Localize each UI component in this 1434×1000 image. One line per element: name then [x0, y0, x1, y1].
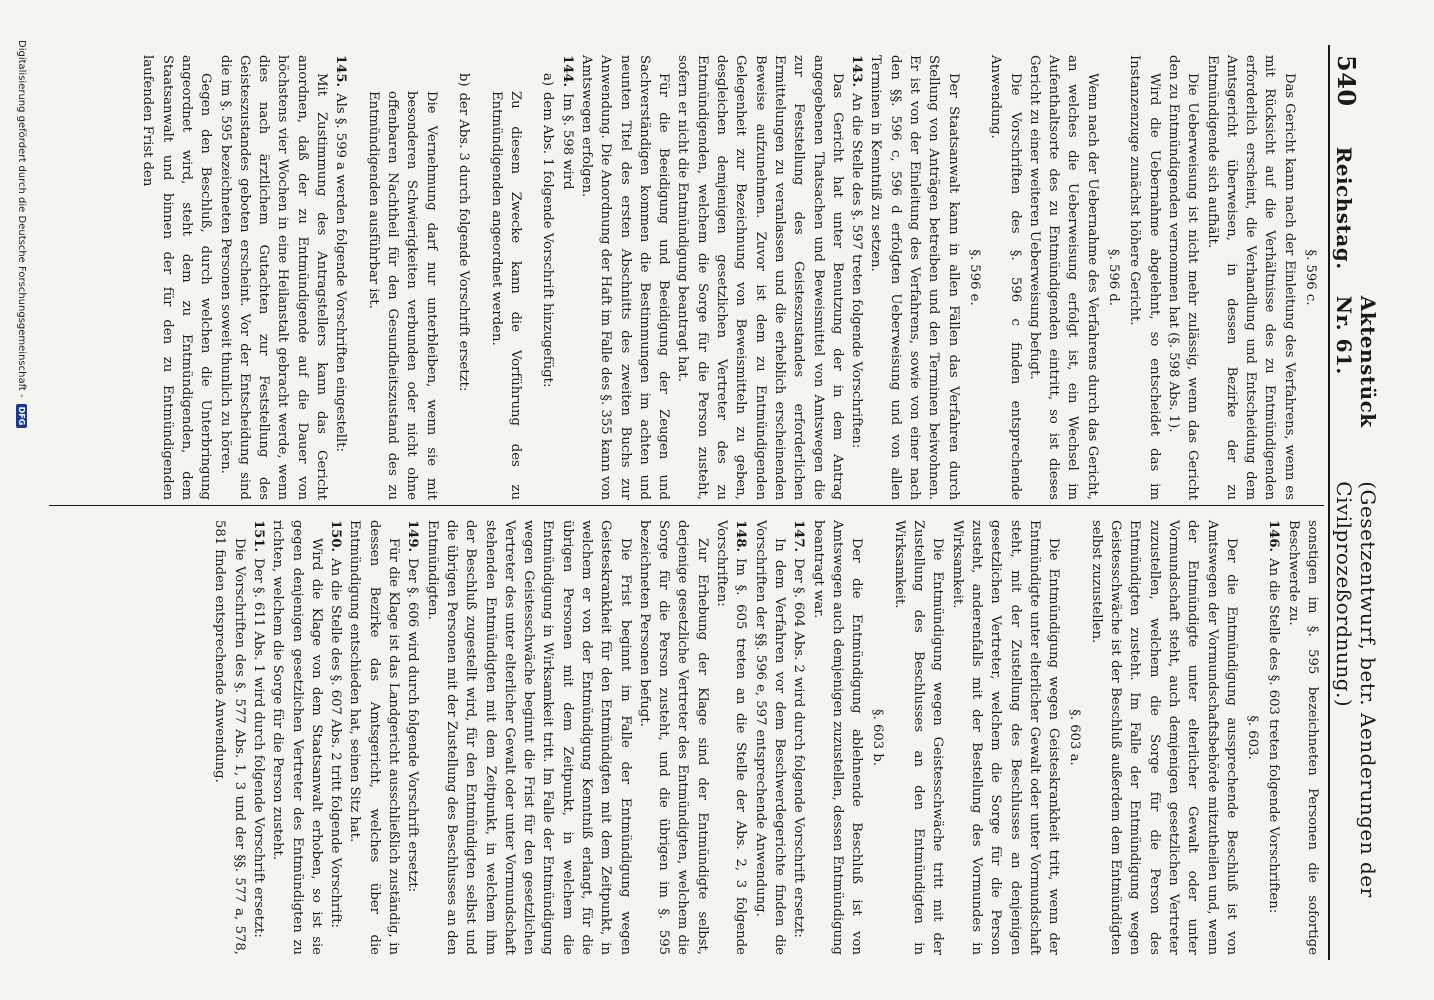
item-number: 143. — [849, 55, 865, 88]
item-number: 149. — [405, 520, 421, 553]
right-column — [210, 520, 1322, 955]
paragraph: Das Gericht kann nach der Einleitung des Verfahrens, wenn es mit Rücksicht auf die Verhältnisse des zu Entmündigenden erforderlich erscheint, die Verhandlung und Entscheidung dem Amtsgericht überweisen, in dessen Bezirke der zu Entmündigende sich aufhält. — [1204, 55, 1297, 500]
sub-item-label: b) — [456, 73, 472, 87]
page-header — [1332, 55, 1380, 955]
numbered-item — [789, 520, 808, 955]
numbered-item — [326, 520, 345, 955]
sub-item-label: a) — [540, 73, 556, 87]
dfg-logo: DFG — [16, 404, 27, 429]
numbered-item — [403, 520, 422, 955]
item-text: Im §. 598 wird — [559, 93, 575, 190]
quoted-provision: Die Vernehmung darf nur unterbleiben, wenn sie mit besonderen Schwierigkeiten verbunden oder nicht ohne offenbaren Nachtheil für den Gesundheitszustand des zu Entmündigenden ausführbar ist. — [365, 91, 439, 500]
page-number: 540 — [1332, 55, 1361, 107]
item-number: 150. — [328, 520, 344, 553]
paragraph: Der Staatsanwalt kann in allen Fällen das Verfahren durch Stellung von Anträgen betreiben und den Terminen beiwohnen. Er ist von der Einleitung des Verfahrens, sowie von einer nach den §§. 596 c, 596 d erfolgten Ueberweisung und von allen Terminen in Kenntniß zu setzen. — [868, 55, 961, 500]
paragraph: Zur Erhebung der Klage sind der Entmündigte selbst, derjenige gesetzliche Vertreter des Entmündigten, welchem die Sorge für die Person zusteht, und die übrigen im §. 595 bezeichneten Personen befugt. — [636, 520, 710, 955]
digitization-credit — [16, 40, 27, 1000]
section-heading: §. 603 a. — [1067, 709, 1083, 766]
numbered-item — [331, 55, 350, 500]
quoted-provision: Zu diesem Zwecke kann die Vorführung des zu Entmündigenden angeordnet werden. — [488, 91, 523, 500]
item-number: 145. — [333, 55, 349, 88]
header-section: Reichstag. — [1332, 146, 1356, 270]
credit-text: Digitalisierung gefördert durch die Deutsche Forschungsgemeinschaft - — [16, 40, 27, 398]
item-text: Der §. 604 Abs. 2 wird durch folgende Vorschrift ersetzt: — [791, 558, 807, 938]
quoted-provision: Die Vorschriften des §. 577 Abs. 1, 3 und der §§. 577 a, 578, 581 finden entsprechende Anwendung. — [212, 520, 247, 955]
paragraph: Die Ueberweisung ist nicht mehr zulässig, wenn das Gericht den zu Entmündigenden vernommen hat (§. 598 Abs. 1). — [1165, 55, 1201, 500]
item-text: Als §. 599 a werden folgende Vorschriften eingestellt: — [333, 93, 349, 452]
section-heading: §. 603. — [1245, 715, 1261, 760]
column-divider — [49, 505, 1324, 506]
item-text: An die Stelle des §. 603 treten folgende Vorschriften: — [1266, 558, 1282, 914]
section-heading: §. 596 e. — [966, 249, 982, 306]
quoted-provision: Für die Klage ist das Landgericht ausschließlich zuständig, in dessen Bezirke das Amtsgericht, welches über die Entmündigung entschieden hat, seinen Sitz hat. — [347, 520, 402, 955]
paragraph: Die Entmündigung wegen Geisteskrankheit tritt, wenn der Entmündigte unter elterlicher Gewalt oder unter Vormundschaft steht, mit der Zustellung des Beschlusses an denjenigen gesetzlichen Vertreter, welchem die Sorge für die Person zusteht, anderenfalls mit der Bestellung des Vormundes in Wirksamkeit. — [949, 520, 1062, 955]
numbered-item — [557, 55, 576, 500]
quoted-provision: Wird die Klage von dem Staatsanwalt erhoben, so ist sie gegen denjenigen gesetzlichen Vertreter des Entmündigten zu richten, welchem die Sorge für die Person zusteht. — [270, 520, 324, 955]
item-number: 151. — [250, 520, 266, 553]
left-column — [138, 55, 1322, 500]
item-number: 148. — [733, 520, 749, 553]
section-heading: §. 596 d. — [1106, 249, 1122, 306]
sub-item — [454, 73, 473, 500]
section-heading: §. 596 c. — [1303, 249, 1318, 306]
item-text: Im §. 605 treten an die Stelle der Abs. 2, 3 folgende Vorschriften: — [714, 520, 749, 955]
numbered-item — [249, 520, 268, 955]
paragraph: Wird die Uebernahme abgelehnt, so entscheidet das im Instanzenzuge zunächst höhere Gericht. — [1127, 55, 1162, 500]
item-text: Der §. 611 Abs. 1 wird durch folgende Vorschrift ersetzt: — [250, 558, 266, 938]
numbered-item — [712, 520, 751, 955]
quoted-provision: In dem Verfahren vor dem Beschwerdegerichte finden die Vorschriften der §§. 596 e, 597 entsprechende Anwendung. — [752, 520, 787, 955]
paragraph: Wenn nach der Uebernahme des Verfahrens durch das Gericht, an welches die Ueberweisung erfolgt ist, ein Wechsel im Aufenthaltsorte des zu Entmündigenden eintritt, so ist dieses Gericht zu einer weiteren Ueberweisung befugt. — [1026, 55, 1100, 500]
paragraph: Das Gericht hat unter Benutzung der in dem Antrag angegebenen Thatsachen und Beweismittel von Amtswegen die zur Feststellung des Geisteszustandes erforderlichen Ermittelungen zu veranlassen und die erheblich erscheinenden Beweise aufzunehmen. Zuvor ist dem zu Entmündigenden Gelegenheit zur Bezeichnung von Beweismitteln zu geben, desgleichen demjenigen gesetzlichen Vertreter des zu Entmündigenden, welchem die Sorge für die Person zusteht, sofern er nicht die Entmündigung beantragt hat. — [675, 55, 845, 500]
section-heading: §. 603 b. — [870, 709, 886, 766]
sub-item-text: der Abs. 3 durch folgende Vorschrift ersetzt: — [456, 92, 472, 392]
item-number: 146. — [1266, 520, 1282, 553]
sub-item-text: dem Abs. 1 folgende Vorschrift hinzugefügt: — [540, 92, 556, 388]
item-text: Der §. 606 wird durch folgende Vorschrift ersetzt: — [405, 558, 421, 893]
numbered-item — [1264, 520, 1283, 955]
header-document: Aktenstück Nr. 61. — [1332, 295, 1380, 428]
item-text: An die Stelle des §. 607 Abs. 2 tritt folgende Vorschrift: — [328, 558, 344, 928]
item-number: 144. — [559, 55, 575, 88]
paragraph: Die Vorschriften des §. 596 c finden entsprechende Anwendung. — [988, 55, 1023, 500]
paragraph: Gegen den Beschluß, durch welchen die Unterbringung angeordnet wird, steht dem zu Entmündigenden, dem Staatsanwalt und binnen der für den zu Entmündigenden laufenden Frist den — [140, 55, 214, 500]
paragraph: Mit Zustimmung des Antragstellers kann das Gericht anordnen, daß der zu Entmündigende auf die Dauer von höchstens vier Wochen in eine Heilanstalt gebracht werde, wenn dies nach ärztlichem Gutachten zur Feststellung des Geisteszustandes geboten erscheint. Vor der Entscheidung sind die im §. 595 bezeichneten Personen soweit thunlich zu hören. — [217, 55, 329, 500]
paragraph: Der die Entmündigung aussprechende Beschluß ist von Amtswegen der Vormundschaftsbehörde mitzutheilen und, wenn der Entmündigte unter elterlicher Gewalt oder unter Vormundschaft steht, auch demjenigen gesetzlichen Vertreter zuzustellen, welchem die Sorge für die Person des Entmündigten zusteht. Im Falle der Entmündigung wegen Geistesschwäche ist der Beschluß außerdem dem Entmündigten selbst zuzustellen. — [1088, 520, 1239, 955]
numbered-item — [847, 55, 866, 500]
item-number: 147. — [791, 520, 807, 553]
paragraph: Für die Beeidigung und Beeidigung der Zeugen und Sachverständigen kommen die Bestimmungen im achten und neunten Titel des ersten Abschnitts des zweiten Buchs zur Anwendung. Die Anordnung der Haft im Falle des §. 355 kann von Amtswegen erfolgen. — [579, 55, 672, 500]
header-rule — [1328, 45, 1330, 960]
sub-item — [538, 73, 557, 500]
header-topic: (Gesetzentwurf, betr. Aenderungen der Civilprozeßordnung.) — [1332, 481, 1380, 898]
paragraph: Der die Entmündigung ablehnende Beschluß ist von Amtswegen auch demjenigen zuzustellen, dessen Entmündigung beantragt war. — [810, 520, 865, 955]
paragraph: sonstigen im §. 595 bezeichneten Personen die sofortige Beschwerde zu. — [1285, 520, 1320, 955]
paragraph: Die Frist beginnt im Falle der Entmündigung wegen Geisteskrankheit für den Entmündigten mit dem Zeitpunkt, in welchem er von der Entmündigung Kenntniß erlangt, für die übrigen Personen mit dem Zeitpunkt, in welchem die Entmündigung in Wirksamkeit tritt. Im Falle der Entmündigung wegen Geistesschwäche beginnt die Frist für den gesetzlichen Vertreter des unter elterlicher Gewalt oder unter Vormundschaft stehenden Entmündigten mit dem Zeitpunkt, in welchem ihm der Beschluß zugestellt wird, für den Entmündigten selbst und die übrigen Personen mit der Zustellung des Beschlusses an den Entmündigten. — [424, 520, 633, 955]
paragraph: Die Entmündigung wegen Geistesschwäche tritt mit der Zustellung des Beschlusses an den Entmündigten in Wirksamkeit. — [891, 520, 946, 955]
item-text: An die Stelle des §. 597 treten folgende Vorschriften: — [849, 93, 865, 449]
